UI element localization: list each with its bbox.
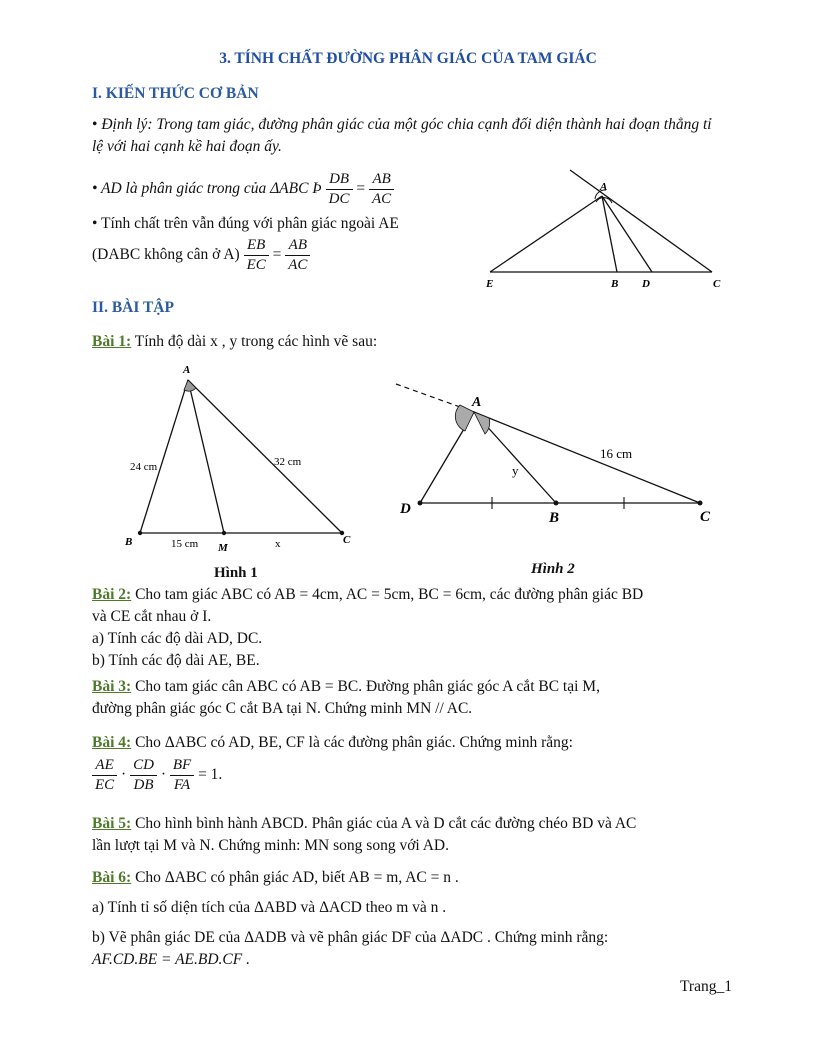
frac-den: AC [288, 257, 308, 273]
label-c: C [343, 534, 351, 546]
segment-ac [474, 412, 700, 503]
fraction-ab-ac [285, 236, 310, 275]
label-m: M [218, 542, 228, 554]
exercise-line: lần lượt tại M và N. Chứng minh: MN song song với AD. [92, 837, 449, 854]
frac-num: DB [326, 170, 353, 190]
point-d [418, 501, 423, 506]
dot-operator: · [160, 766, 166, 784]
point-c [698, 501, 703, 506]
exercise-line: AF.CD.BE = AE.BD.CF . [92, 951, 250, 968]
fact-external-bisector [92, 236, 310, 275]
exercise-line: Cho ΔABC có phân giác AD, biết AB = m, AC = n . [131, 869, 459, 886]
length-ab: y [512, 463, 519, 478]
point-b [138, 531, 142, 535]
exercise-2 [92, 584, 742, 672]
label-c: C [713, 278, 721, 290]
label-b: B [125, 536, 133, 548]
exercise-label: Bài 1: [92, 333, 132, 350]
frac-num: AB [285, 236, 310, 256]
dot-operator: · [121, 766, 127, 784]
segment-ac [188, 380, 342, 533]
exercise-line: b) Vẽ phân giác DE của ΔADB và vẽ phân giác DF của ΔADC . Chứng minh rằng: [92, 929, 609, 946]
exercise-4 [92, 732, 742, 795]
frac-den: DB [133, 777, 154, 793]
fraction-db-dc [326, 170, 353, 209]
point-m [222, 531, 226, 535]
fraction-ae-ec [92, 756, 117, 795]
segment-am [188, 380, 224, 533]
frac-num: EB [244, 236, 269, 256]
label-a: A [600, 181, 608, 193]
label-d: D [642, 278, 650, 290]
section-heading-theory: I. KIẾN THỨC CƠ BẢN [92, 85, 259, 102]
frac-num: CD [130, 756, 157, 776]
length-ab: 24 cm [130, 461, 158, 473]
fraction-ab-ac [369, 170, 394, 209]
label-a: A [183, 364, 191, 376]
frac-den: FA [173, 777, 191, 793]
exercise-label: Bài 4: [92, 734, 132, 751]
line-ac-extended [570, 170, 712, 272]
exercise-line: Cho tam giác cân ABC có AB = BC. Đường phân giác góc A cắt BC tại M, [131, 678, 600, 695]
page-title: 3. TÍNH CHẤT ĐƯỜNG PHÂN GIÁC CỦA TAM GIÁC [219, 50, 597, 67]
fact-internal-bisector [92, 170, 394, 209]
exercise-line: Cho hình bình hành ABCD. Phân giác của A và D cắt các đường chéo BD và AC [131, 815, 637, 832]
equals-sign: = [356, 180, 366, 198]
section-heading-exercises: II. BÀI TẬP [92, 299, 174, 316]
exercise-label: Bài 6: [92, 869, 132, 886]
label-b: B [549, 510, 560, 526]
exercise-formula [92, 756, 742, 795]
label-b: B [611, 278, 619, 290]
page-number: Trang_1 [680, 978, 732, 995]
caption-figure-1: Hình 1 [214, 565, 258, 581]
label-c: C [700, 509, 711, 525]
exercise-text: Tính độ dài x , y trong các hình vẽ sau: [131, 333, 378, 350]
exercise-line: đường phân giác góc C cắt BA tại N. Chứng minh MN // AC. [92, 700, 473, 717]
frac-num: BF [170, 756, 194, 776]
frac-den: AC [372, 191, 392, 207]
frac-den: EC [95, 777, 115, 793]
exercise-label: Bài 2: [92, 586, 132, 603]
length-bm: 15 cm [171, 538, 199, 550]
segment-ab [140, 380, 188, 533]
frac-num: AE [92, 756, 117, 776]
label-d: D [400, 501, 411, 517]
figure-1 [118, 358, 368, 558]
exercise-line: Cho tam giác ABC có AB = 4cm, AC = 5cm, BC = 6cm, các đường phân giác BD [131, 586, 644, 603]
exercise-line: Cho ΔABC có AD, BE, CF là các đường phân giác. Chứng minh rằng: [131, 734, 573, 751]
length-ac: 16 cm [600, 446, 633, 461]
label-a: A [472, 395, 482, 410]
exercise-line: b) Tính các độ dài AE, BE. [92, 652, 260, 669]
figure-2 [390, 378, 730, 538]
exercise-label: Bài 3: [92, 678, 132, 695]
exercise-6 [92, 867, 742, 971]
exercise-line: a) Tính các độ dài AD, DC. [92, 630, 263, 647]
point-b [554, 501, 559, 506]
angle-mark [474, 412, 490, 434]
label-e: E [486, 278, 494, 290]
fraction-cd-db [130, 756, 157, 795]
theorem-block [92, 114, 742, 158]
frac-num: AB [369, 170, 394, 190]
exercise-5 [92, 813, 742, 857]
figure-external-bisector [480, 168, 730, 298]
frac-den: EC [246, 257, 266, 273]
fraction-eb-ec [244, 236, 269, 275]
length-mc: x [275, 538, 281, 550]
fact2-prefix: (DABC không cân ở A) [92, 246, 240, 264]
equals-one: = 1. [198, 766, 223, 784]
exercise-1 [92, 331, 377, 353]
theorem-line-1: Định lý: Trong tam giác, đường phân giác của một góc chia cạnh đối diện thành hai đoạn thẳng tỉ [101, 116, 712, 133]
exercise-label: Bài 5: [92, 815, 132, 832]
fact1-prefix: • AD là phân giác trong của ΔABC Þ [92, 180, 322, 198]
caption-figure-2: Hình 2 [531, 561, 575, 577]
equals-sign: = [272, 246, 282, 264]
frac-den: DC [328, 191, 350, 207]
segment-ea [490, 196, 602, 272]
bullet: • [92, 116, 98, 133]
theorem-line-2: lệ với hai cạnh kề hai đoạn ấy. [92, 138, 282, 155]
fact-external-line: • Tính chất trên vẫn đúng với phân giác ngoài AE [92, 215, 399, 232]
exercise-line: a) Tính tỉ số diện tích của ΔABD và ΔACD theo m và n . [92, 899, 447, 916]
length-ac: 32 cm [274, 456, 302, 468]
exercise-line: và CE cắt nhau ở I. [92, 608, 212, 625]
exercise-3 [92, 676, 742, 720]
fraction-bf-fa [170, 756, 194, 795]
